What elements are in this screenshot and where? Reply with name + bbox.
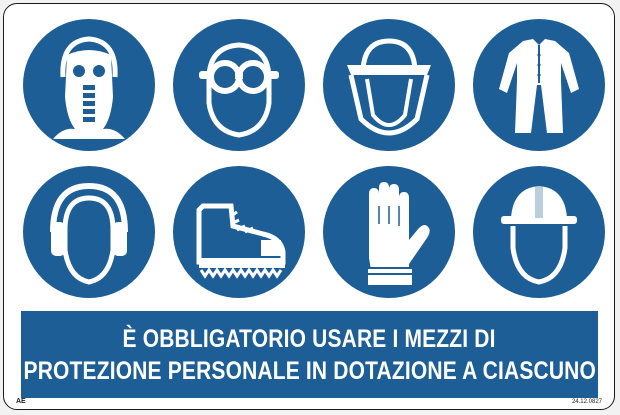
- mandatory-message-banner: [21, 311, 598, 398]
- hard-hat-icon: [473, 166, 605, 298]
- respirator-mask-icon: [23, 19, 155, 151]
- ear-defenders-icon: [23, 166, 155, 298]
- coverall-suit-icon: [473, 19, 605, 151]
- message-line-2: PROTEZIONE PERSONALE IN DOTAZIONE A CIASCUNO: [23, 356, 596, 385]
- safety-goggles-icon: [173, 19, 305, 151]
- face-shield-icon: [323, 19, 455, 151]
- message-line-1: È OBBLIGATORIO USARE I MEZZI DI: [122, 324, 497, 353]
- brand-mark: AE: [16, 398, 26, 405]
- safety-boot-icon: [173, 166, 305, 298]
- product-code: 24.12.0827: [571, 399, 602, 405]
- protective-glove-icon: [323, 166, 455, 298]
- safety-sign: [3, 3, 615, 410]
